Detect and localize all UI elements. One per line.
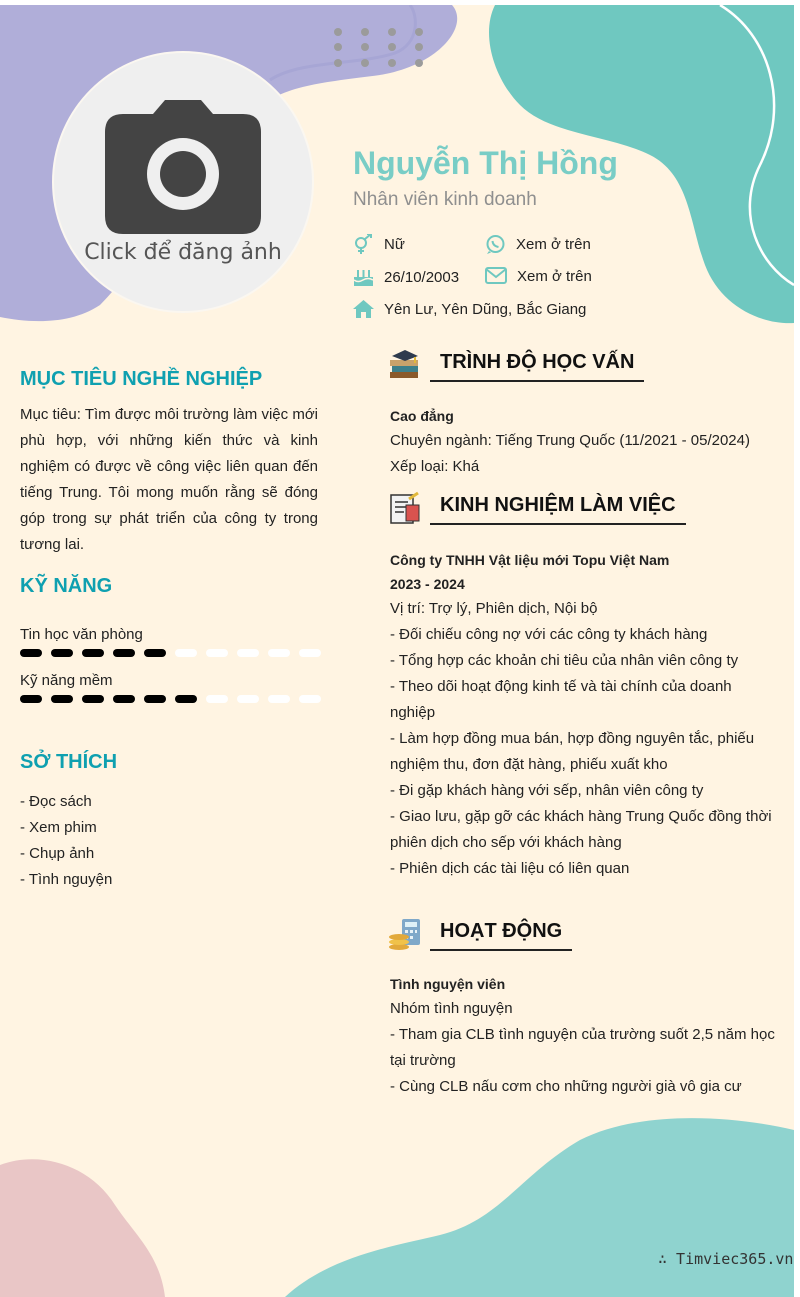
education-block xyxy=(390,404,775,480)
birthday-row xyxy=(353,267,459,288)
hobbies-list xyxy=(20,789,112,893)
skill-dot-filled xyxy=(113,695,135,703)
address-row xyxy=(353,300,586,319)
education-school: Cao đẳng xyxy=(390,408,454,424)
email-row xyxy=(485,267,592,285)
list-item: - Đi gặp khách hàng với sếp, nhân viên công ty xyxy=(390,782,704,799)
address-value: Yên Lư, Yên Dũng, Bắc Giang xyxy=(384,301,587,318)
skill-dot-empty xyxy=(299,695,321,703)
birthday-cake-icon xyxy=(353,267,374,288)
experience-position: Vị trí: Trợ lý, Phiên dịch, Nội bộ xyxy=(390,600,598,617)
cv-page xyxy=(0,5,794,1297)
experience-title: KINH NGHIỆM LÀM VIỆC xyxy=(430,494,686,525)
skill-dot-filled xyxy=(51,695,73,703)
experience-company: Công ty TNHH Vật liệu mới Topu Việt Nam xyxy=(390,552,670,568)
skill-dot-empty xyxy=(268,649,290,657)
experience-period: 2023 - 2024 xyxy=(390,576,465,592)
skill-dot-filled xyxy=(20,649,42,657)
phone-row xyxy=(485,234,591,255)
list-item: - Tham gia CLB tình nguyện của trường suốt 2,5 năm học tại trường xyxy=(390,1026,775,1069)
skills-title: KỸ NĂNG xyxy=(20,575,113,597)
list-item: - Tổng hợp các khoản chi tiêu của nhân viên công ty xyxy=(390,652,739,669)
job-title: Nhân viên kinh doanh xyxy=(353,189,537,210)
education-grade: Xếp loại: Khá xyxy=(390,458,480,475)
email-icon xyxy=(485,267,507,285)
experience-header xyxy=(388,491,686,525)
activities-title: HOẠT ĐỘNG xyxy=(430,920,572,951)
phone-value: Xem ở trên xyxy=(516,236,591,253)
skill-dot-filled xyxy=(82,695,104,703)
list-item: - Phiên dịch các tài liệu có liên quan xyxy=(390,860,630,877)
skill-level-bar xyxy=(20,695,330,703)
list-item: - Theo dõi hoạt động kinh tế và tài chính của doanh nghiệp xyxy=(390,678,732,721)
skill-dot-filled xyxy=(175,695,197,703)
email-value: Xem ở trên xyxy=(517,267,592,285)
list-item: - Làm hợp đồng mua bán, hợp đồng nguyên tắc, phiếu nghiệm thu, đơn đặt hàng, phiếu xuất kho xyxy=(390,730,755,773)
skill-name: Kỹ năng mềm xyxy=(20,672,113,689)
list-item: - Xem phim xyxy=(20,819,97,836)
activities-header xyxy=(388,917,572,951)
skill-name: Tin học văn phòng xyxy=(20,626,143,643)
activity-org: Nhóm tình nguyện xyxy=(390,1000,513,1017)
objective-text: Mục tiêu: Tìm được môi trường làm việc mới phù hợp, với những kiến thức và kinh nghiệm có được về công việc liên quan đến tiếng Trung. Tôi mong muốn rằng sẽ đóng góp trong sự phát triển của công ty trong tương lai. xyxy=(20,406,318,553)
skill-dot-empty xyxy=(237,649,259,657)
home-icon xyxy=(353,300,374,319)
whatsapp-icon xyxy=(485,234,506,255)
skill-dot-empty xyxy=(237,695,259,703)
gender-icon xyxy=(353,234,374,255)
activity-role: Tình nguyện viên xyxy=(390,976,506,992)
skill-dot-empty xyxy=(175,649,197,657)
education-title: TRÌNH ĐỘ HỌC VẤN xyxy=(430,351,644,382)
coins-calculator-icon xyxy=(388,917,422,951)
skill-dot-filled xyxy=(144,695,166,703)
list-item: - Tình nguyện xyxy=(20,871,113,888)
education-major: Chuyên ngành: Tiếng Trung Quốc (11/2021 - 05/2024) xyxy=(390,432,750,449)
list-item: - Cùng CLB nấu cơm cho những người già vô gia cư xyxy=(390,1078,742,1095)
gender-row xyxy=(353,234,405,255)
skill-dot-empty xyxy=(268,695,290,703)
skill-dot-empty xyxy=(299,649,321,657)
hobbies-title: SỞ THÍCH xyxy=(20,751,118,773)
skill-dot-filled xyxy=(144,649,166,657)
list-item: - Chụp ảnh xyxy=(20,845,95,862)
photo-upload[interactable] xyxy=(52,51,314,313)
education-header xyxy=(388,348,644,382)
skill-dot-filled xyxy=(20,695,42,703)
gender-value: Nữ xyxy=(384,236,405,253)
list-item: - Đối chiếu công nợ với các công ty khách hàng xyxy=(390,626,708,643)
work-documents-icon xyxy=(388,491,422,525)
list-item: - Giao lưu, gặp gỡ các khách hàng Trung Quốc đồng thời phiên dịch cho sếp với khách hàng xyxy=(390,808,772,851)
brand-watermark: ∴ Timviec365.vn xyxy=(658,1250,794,1268)
skill-dot-filled xyxy=(113,649,135,657)
skill-dot-empty xyxy=(206,649,228,657)
skill-dot-empty xyxy=(206,695,228,703)
skill-dot-filled xyxy=(51,649,73,657)
candidate-name: Nguyễn Thị Hồng xyxy=(353,145,618,181)
skill-dot-filled xyxy=(82,649,104,657)
birthday-value: 26/10/2003 xyxy=(384,269,460,286)
graduation-books-icon xyxy=(388,348,422,382)
activities-block xyxy=(390,972,775,1100)
photo-upload-label: Click để đăng ảnh xyxy=(84,239,282,265)
camera-icon xyxy=(105,100,261,234)
skill-level-bar xyxy=(20,649,330,657)
list-item: - Đọc sách xyxy=(20,793,92,810)
experience-block xyxy=(390,548,775,882)
objective-title: MỤC TIÊU NGHỀ NGHIỆP xyxy=(20,368,263,390)
